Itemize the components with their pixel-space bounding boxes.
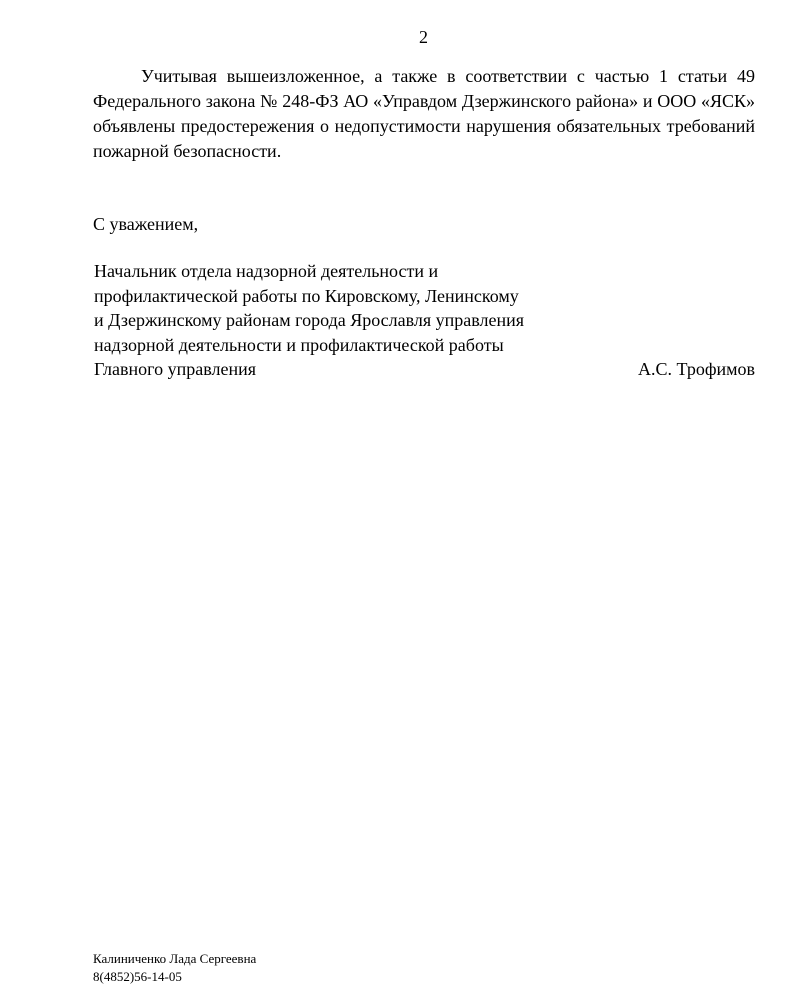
signature-block [94,259,755,382]
executor-phone: 8(4852)56-14-05 [93,969,182,984]
executor-footer [93,950,256,986]
signer-position-line: профилактической работы по Кировскому, Ленинскому [94,285,519,306]
signer-name: А.С. Трофимов [638,359,755,379]
executor-name: Калиниченко Лада Сергеевна [93,951,257,966]
signer-position-line: Начальник отдела надзорной деятельности и [94,261,439,281]
body-paragraph: Учитывая вышеизложенное, а также в соответствии с частью 1 статьи 49 Федерального закона № 248-ФЗ АО «Управдом Дзержинского района» и ООО «ЯСК» объявлены предостережения о недопустимости нарушения обязательных требований пожарной безопасности. [93,66,755,161]
signer-position-line: надзорной деятельности и профилактической работы [94,334,504,355]
signer-position-line: Главного управления [94,359,256,379]
signer-position-line: и Дзержинскому районам города Ярославля управления [94,310,525,330]
signature-last-row [94,357,755,382]
page-number: 2 [419,27,428,47]
closing-salutation: С уважением, [93,214,199,234]
